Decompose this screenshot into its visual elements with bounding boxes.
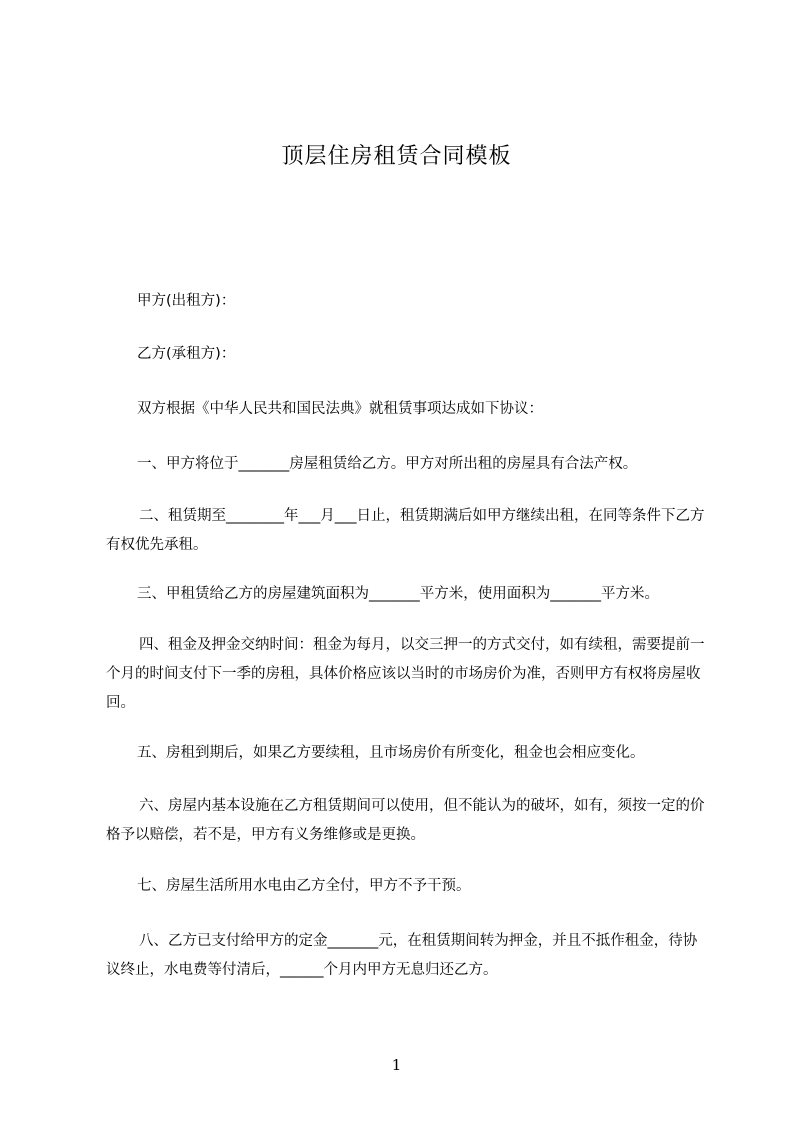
clause-5: 五、房租到期后，如果乙方要续租，且市场房价有所变化，租金也会相应变化。 [137,745,645,761]
clause-6: 六、房屋内基本设施在乙方租赁期间可以使用，但不能认为的破坏，如有，须按一定的价格予以赔偿，若不是，甲方有义务维修或是更换。 [106,798,705,843]
intro-paragraph: 双方根据《中华人民共和国民法典》就租赁事项达成如下协议： [137,401,543,417]
clause-8: 八、乙方已支付给甲方的定金_______元，在租赁期间转为押金，并且不抵作租金，待协议终止，水电费等付清后，______个月内甲方无息归还乙方。 [106,933,698,978]
clause-4: 四、租金及押金交纳时间：租金为每月，以交三押一的方式交付，如有续租，需要提前一个月的时间支付下一季的房租，具体价格应该以当时的市场房价为准，否则甲方有权将房屋收回。 [106,637,705,711]
page-number: 1 [391,1056,402,1074]
clause-2: 二、租赁期至________年___月___日止，租赁期满后如甲方继续出租，在同等条件下乙方有权优先承租。 [106,508,705,553]
clause-7: 七、房屋生活所用水电由乙方全付，甲方不予干预。 [137,878,471,894]
party-a-line: 甲方(出租方)： [137,293,236,309]
clause-3: 三、甲租赁给乙方的房屋建筑面积为_______平方米，使用面积为_______平方米。 [137,586,659,602]
document-title: 顶层住房租赁合同模板 [281,144,512,169]
clause-1: 一、甲方将位于_______房屋租赁给乙方。甲方对所出租的房屋具有合法产权。 [137,456,638,472]
party-b-line: 乙方(承租方)： [137,346,236,362]
